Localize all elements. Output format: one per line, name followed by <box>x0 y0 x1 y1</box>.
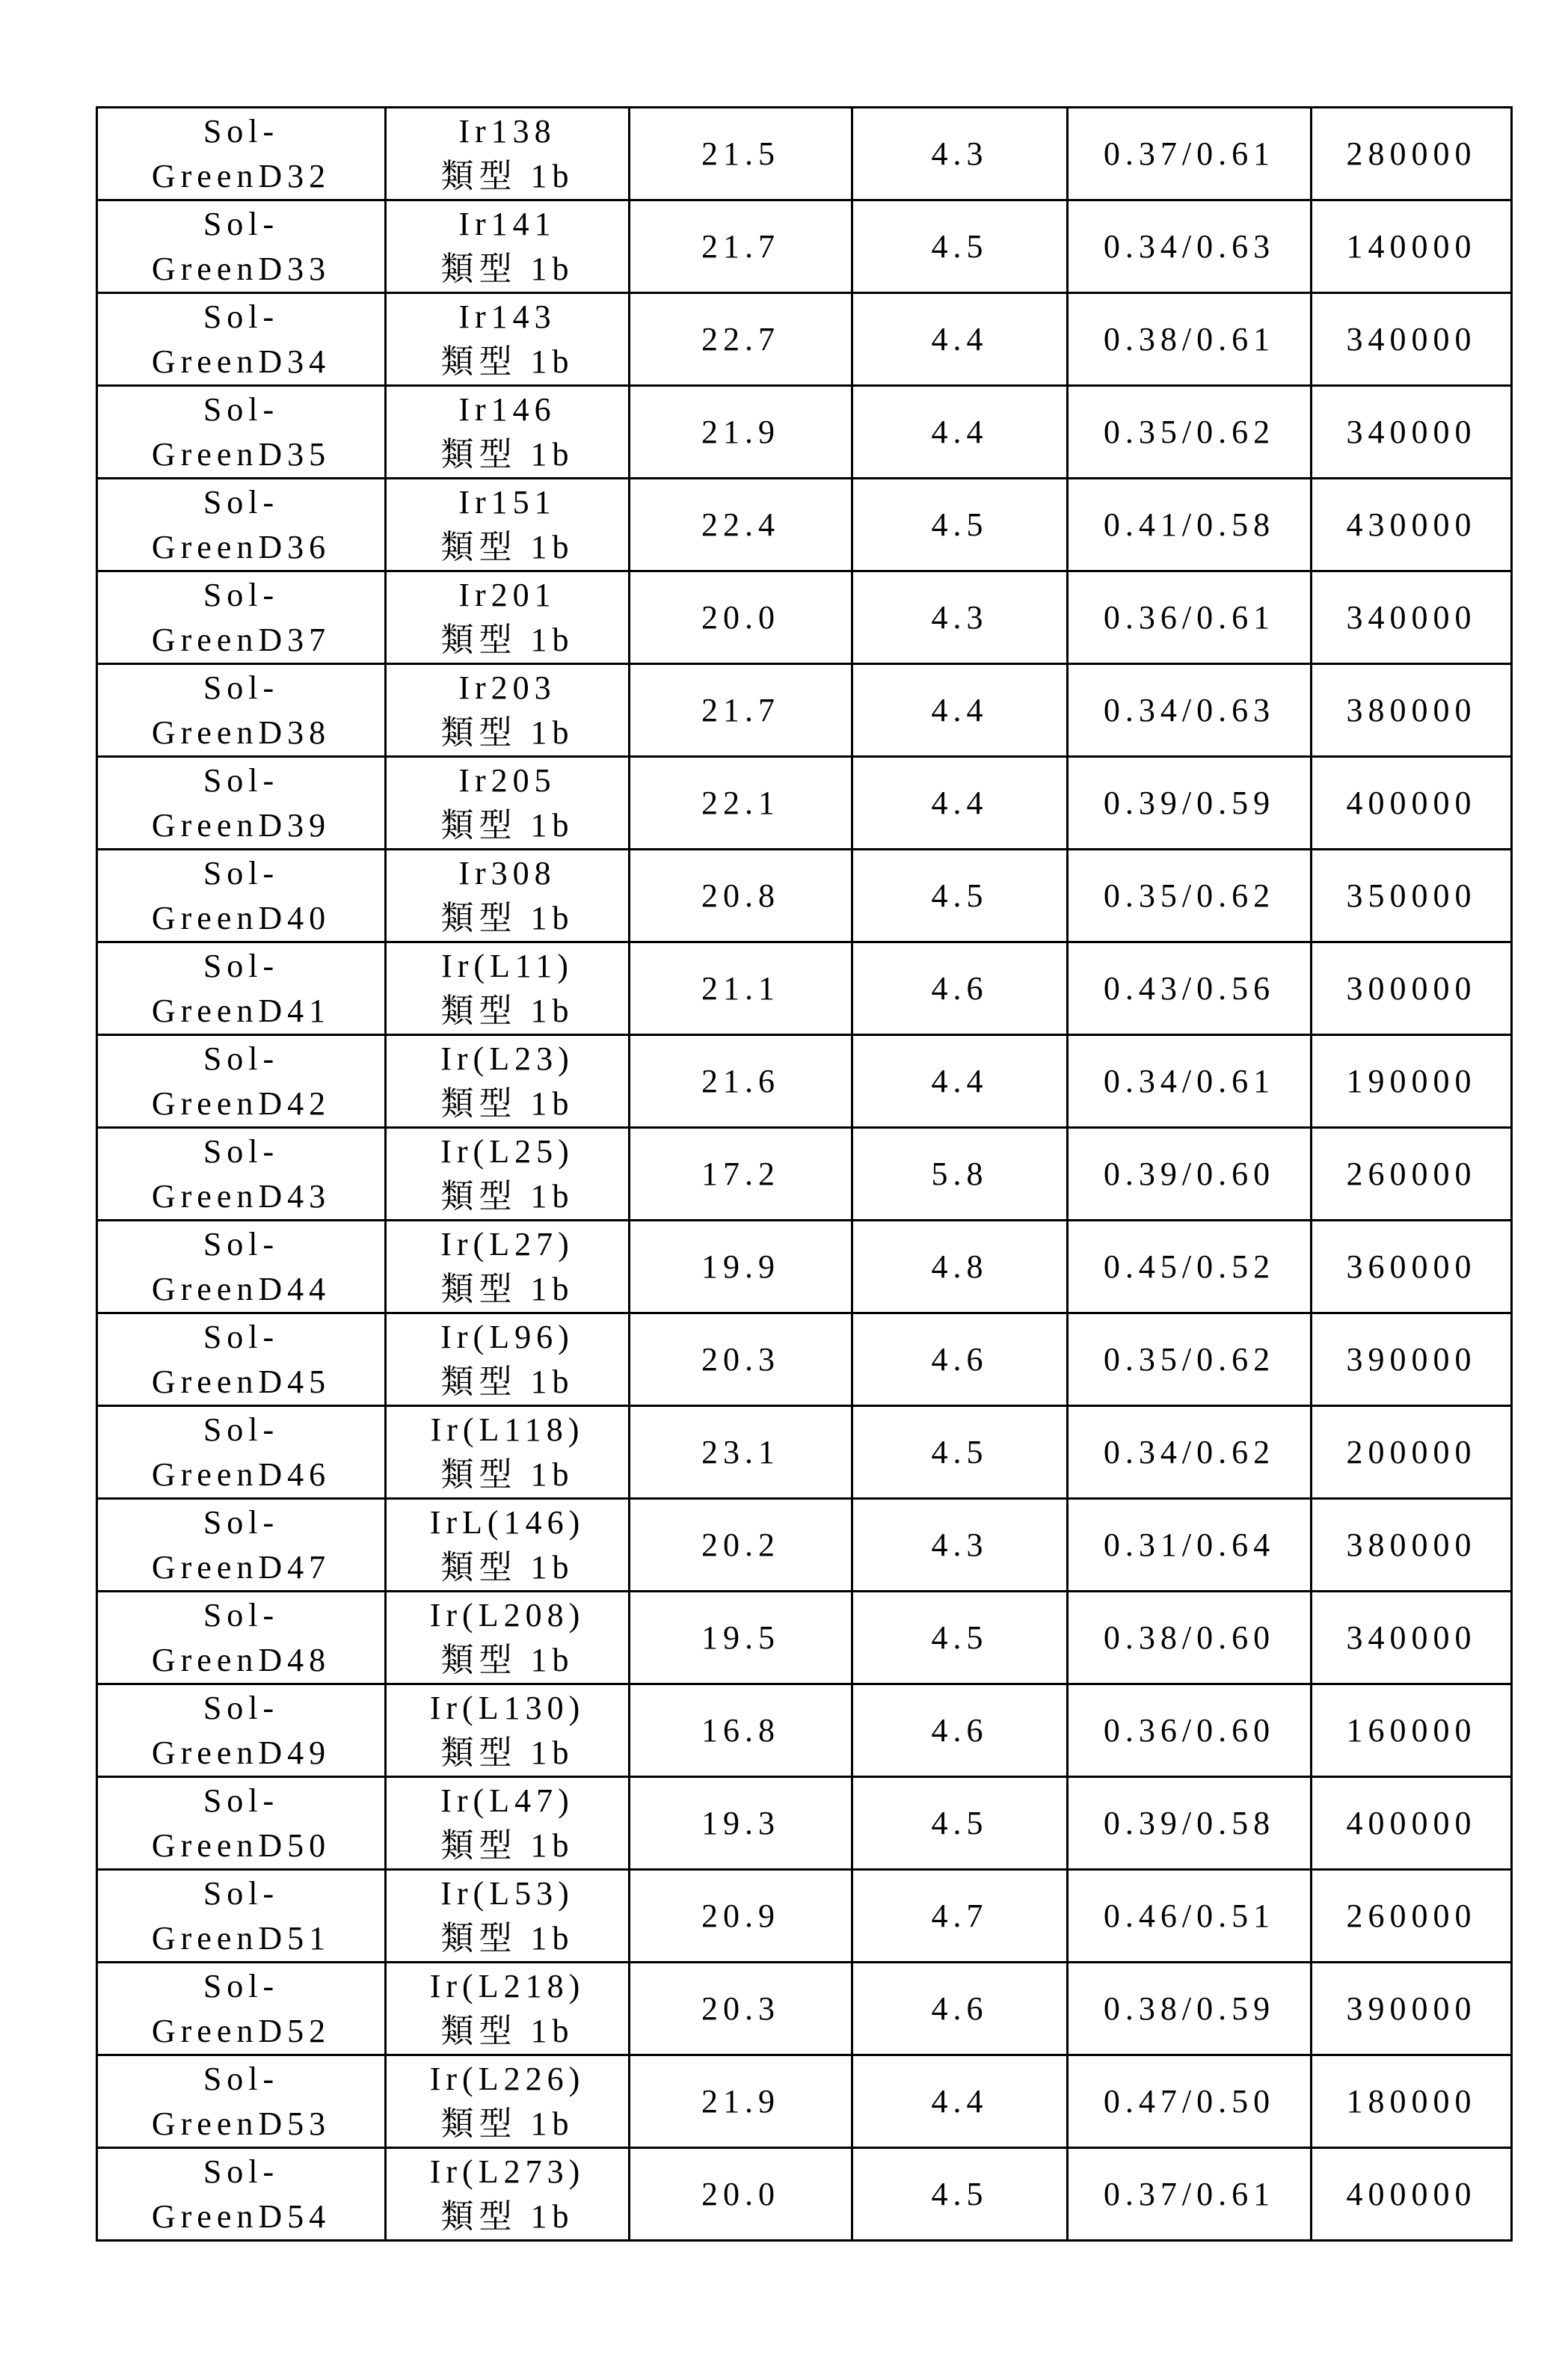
cie-cell: 0.34/0.62 <box>1068 1406 1312 1499</box>
device-cell <box>97 942 386 1035</box>
table-row <box>97 293 1512 386</box>
device-cell-line: GreenD39 <box>98 803 384 848</box>
device-cell-line: GreenD37 <box>98 618 384 663</box>
table-row <box>97 2055 1512 2148</box>
emitter-cell-line: Ir(L27) <box>387 1222 628 1267</box>
table-row <box>97 1777 1512 1870</box>
cie-cell: 0.34/0.63 <box>1068 200 1312 293</box>
emitter-cell-line: Ir(L130) <box>387 1686 628 1731</box>
device-cell-line: Sol- <box>98 1964 384 2009</box>
emitter-cell-line: 類型 1b <box>387 432 628 477</box>
voltage-cell: 4.4 <box>852 757 1068 850</box>
device-cell <box>97 1221 386 1313</box>
cie-cell: 0.34/0.63 <box>1068 664 1312 757</box>
eqe-cell: 19.5 <box>630 1592 852 1684</box>
device-cell-line: GreenD46 <box>98 1452 384 1497</box>
emitter-cell <box>386 664 630 757</box>
emitter-cell <box>386 1870 630 1963</box>
voltage-cell: 4.3 <box>852 1499 1068 1592</box>
device-cell-line: GreenD42 <box>98 1082 384 1126</box>
table-row <box>97 1592 1512 1684</box>
emitter-cell-line: 類型 1b <box>387 989 628 1034</box>
table-row <box>97 1870 1512 1963</box>
eqe-cell: 20.2 <box>630 1499 852 1592</box>
cie-cell: 0.47/0.50 <box>1068 2055 1312 2148</box>
device-cell <box>97 1963 386 2055</box>
eqe-cell: 19.3 <box>630 1777 852 1870</box>
voltage-cell: 4.5 <box>852 1592 1068 1684</box>
table-row <box>97 2148 1512 2241</box>
cie-cell: 0.35/0.62 <box>1068 386 1312 479</box>
device-cell-line: GreenD32 <box>98 154 384 199</box>
eqe-cell: 21.9 <box>630 386 852 479</box>
table-row <box>97 200 1512 293</box>
voltage-cell: 4.5 <box>852 200 1068 293</box>
emitter-cell <box>386 1777 630 1870</box>
device-cell-line: Sol- <box>98 202 384 247</box>
emitter-cell-line: Ir(L11) <box>387 944 628 989</box>
cie-cell: 0.39/0.60 <box>1068 1128 1312 1221</box>
emitter-cell-line: Ir201 <box>387 573 628 618</box>
device-cell <box>97 1406 386 1499</box>
table-row <box>97 850 1512 942</box>
device-cell-line: GreenD48 <box>98 1638 384 1683</box>
cie-cell: 0.31/0.64 <box>1068 1499 1312 1592</box>
voltage-cell: 4.5 <box>852 850 1068 942</box>
emitter-cell <box>386 200 630 293</box>
table-row <box>97 571 1512 664</box>
device-cell <box>97 1777 386 1870</box>
table-row <box>97 942 1512 1035</box>
device-cell-line: GreenD47 <box>98 1545 384 1590</box>
cie-cell: 0.38/0.61 <box>1068 293 1312 386</box>
emitter-cell-line: Ir146 <box>387 387 628 432</box>
voltage-cell: 4.3 <box>852 571 1068 664</box>
device-cell <box>97 386 386 479</box>
device-cell <box>97 1684 386 1777</box>
eqe-cell: 21.5 <box>630 108 852 200</box>
device-cell-line: GreenD40 <box>98 896 384 941</box>
emitter-cell <box>386 2148 630 2241</box>
emitter-cell-line: Ir141 <box>387 202 628 247</box>
emitter-cell-line: Ir151 <box>387 480 628 525</box>
lifetime-cell: 340000 <box>1312 571 1512 664</box>
emitter-cell-line: 類型 1b <box>387 1267 628 1312</box>
emitter-cell <box>386 942 630 1035</box>
device-cell-line: Sol- <box>98 1593 384 1638</box>
device-cell <box>97 1870 386 1963</box>
device-cell-line: Sol- <box>98 1686 384 1731</box>
emitter-cell-line: Ir(L25) <box>387 1129 628 1174</box>
emitter-cell-line: 類型 1b <box>387 1545 628 1590</box>
lifetime-cell: 190000 <box>1312 1035 1512 1128</box>
cie-cell: 0.38/0.59 <box>1068 1963 1312 2055</box>
device-cell-line: Sol- <box>98 944 384 989</box>
device-cell-line: GreenD33 <box>98 247 384 292</box>
lifetime-cell: 390000 <box>1312 1313 1512 1406</box>
device-results-table <box>96 106 1513 2242</box>
voltage-cell: 4.5 <box>852 2148 1068 2241</box>
emitter-cell-line: Ir(L273) <box>387 2150 628 2194</box>
eqe-cell: 20.8 <box>630 850 852 942</box>
voltage-cell: 4.4 <box>852 386 1068 479</box>
device-cell-line: Sol- <box>98 2150 384 2194</box>
eqe-cell: 21.1 <box>630 942 852 1035</box>
voltage-cell: 4.6 <box>852 942 1068 1035</box>
table-row <box>97 1684 1512 1777</box>
device-cell <box>97 1313 386 1406</box>
device-cell-line: Sol- <box>98 1500 384 1545</box>
cie-cell: 0.37/0.61 <box>1068 2148 1312 2241</box>
emitter-cell-line: Ir205 <box>387 758 628 803</box>
emitter-cell-line: 類型 1b <box>387 340 628 384</box>
device-cell-line: GreenD54 <box>98 2194 384 2239</box>
device-cell-line: Sol- <box>98 1871 384 1916</box>
emitter-cell-line: Ir(L96) <box>387 1315 628 1360</box>
device-cell-line: Sol- <box>98 1315 384 1360</box>
cie-cell: 0.39/0.58 <box>1068 1777 1312 1870</box>
emitter-cell-line: IrL(146) <box>387 1500 628 1545</box>
table-row <box>97 1499 1512 1592</box>
emitter-cell-line: 類型 1b <box>387 247 628 292</box>
emitter-cell <box>386 850 630 942</box>
device-cell <box>97 1592 386 1684</box>
emitter-cell-line: Ir(L208) <box>387 1593 628 1638</box>
emitter-cell <box>386 1406 630 1499</box>
device-cell-line: Sol- <box>98 1129 384 1174</box>
lifetime-cell: 200000 <box>1312 1406 1512 1499</box>
emitter-cell <box>386 386 630 479</box>
device-cell-line: GreenD45 <box>98 1360 384 1405</box>
emitter-cell-line: 類型 1b <box>387 618 628 663</box>
emitter-cell-line: 類型 1b <box>387 525 628 570</box>
device-cell-line: Sol- <box>98 573 384 618</box>
cie-cell: 0.43/0.56 <box>1068 942 1312 1035</box>
device-cell-line: GreenD34 <box>98 340 384 384</box>
lifetime-cell: 260000 <box>1312 1870 1512 1963</box>
voltage-cell: 4.6 <box>852 1963 1068 2055</box>
voltage-cell: 5.8 <box>852 1128 1068 1221</box>
eqe-cell: 20.0 <box>630 2148 852 2241</box>
device-cell-line: Sol- <box>98 666 384 711</box>
device-cell-line: GreenD50 <box>98 1823 384 1868</box>
eqe-cell: 21.7 <box>630 200 852 293</box>
emitter-cell-line: Ir308 <box>387 851 628 896</box>
lifetime-cell: 180000 <box>1312 2055 1512 2148</box>
device-cell-line: Sol- <box>98 2057 384 2102</box>
device-cell <box>97 571 386 664</box>
emitter-cell-line: Ir(L53) <box>387 1871 628 1916</box>
eqe-cell: 20.3 <box>630 1313 852 1406</box>
voltage-cell: 4.5 <box>852 1406 1068 1499</box>
eqe-cell: 19.9 <box>630 1221 852 1313</box>
voltage-cell: 4.5 <box>852 1777 1068 1870</box>
device-cell-line: GreenD41 <box>98 989 384 1034</box>
cie-cell: 0.39/0.59 <box>1068 757 1312 850</box>
device-cell-line: GreenD38 <box>98 711 384 755</box>
lifetime-cell: 140000 <box>1312 200 1512 293</box>
device-cell <box>97 293 386 386</box>
device-cell <box>97 200 386 293</box>
emitter-cell-line: 類型 1b <box>387 154 628 199</box>
lifetime-cell: 280000 <box>1312 108 1512 200</box>
lifetime-cell: 340000 <box>1312 1592 1512 1684</box>
emitter-cell <box>386 479 630 571</box>
cie-cell: 0.34/0.61 <box>1068 1035 1312 1128</box>
device-cell <box>97 2148 386 2241</box>
cie-cell: 0.37/0.61 <box>1068 108 1312 200</box>
device-cell-line: GreenD35 <box>98 432 384 477</box>
eqe-cell: 20.3 <box>630 1963 852 2055</box>
voltage-cell: 4.4 <box>852 1035 1068 1128</box>
emitter-cell-line: 類型 1b <box>387 1731 628 1776</box>
emitter-cell <box>386 1128 630 1221</box>
lifetime-cell: 340000 <box>1312 293 1512 386</box>
emitter-cell <box>386 757 630 850</box>
emitter-cell <box>386 108 630 200</box>
table-body <box>97 108 1512 2241</box>
voltage-cell: 4.8 <box>852 1221 1068 1313</box>
emitter-cell <box>386 1592 630 1684</box>
device-cell-line: GreenD49 <box>98 1731 384 1776</box>
lifetime-cell: 300000 <box>1312 942 1512 1035</box>
lifetime-cell: 400000 <box>1312 1777 1512 1870</box>
device-cell <box>97 1035 386 1128</box>
device-cell-line: Sol- <box>98 295 384 340</box>
device-cell <box>97 1499 386 1592</box>
emitter-cell <box>386 1963 630 2055</box>
lifetime-cell: 160000 <box>1312 1684 1512 1777</box>
device-cell-line: Sol- <box>98 758 384 803</box>
emitter-cell-line: Ir(L47) <box>387 1779 628 1823</box>
device-cell-line: Sol- <box>98 1037 384 1082</box>
lifetime-cell: 430000 <box>1312 479 1512 571</box>
voltage-cell: 4.4 <box>852 2055 1068 2148</box>
device-cell <box>97 108 386 200</box>
lifetime-cell: 400000 <box>1312 757 1512 850</box>
table-row <box>97 1313 1512 1406</box>
table-row <box>97 1035 1512 1128</box>
table-row <box>97 757 1512 850</box>
device-cell-line: GreenD51 <box>98 1916 384 1961</box>
emitter-cell <box>386 2055 630 2148</box>
table-row <box>97 1963 1512 2055</box>
device-cell <box>97 850 386 942</box>
emitter-cell-line: Ir203 <box>387 666 628 711</box>
voltage-cell: 4.6 <box>852 1313 1068 1406</box>
device-cell-line: GreenD36 <box>98 525 384 570</box>
cie-cell: 0.38/0.60 <box>1068 1592 1312 1684</box>
emitter-cell-line: 類型 1b <box>387 803 628 848</box>
device-cell <box>97 1128 386 1221</box>
emitter-cell <box>386 1035 630 1128</box>
device-cell-line: GreenD52 <box>98 2009 384 2054</box>
device-cell-line: Sol- <box>98 480 384 525</box>
voltage-cell: 4.4 <box>852 293 1068 386</box>
table-row <box>97 386 1512 479</box>
device-cell <box>97 664 386 757</box>
device-cell-line: Sol- <box>98 1408 384 1452</box>
emitter-cell-line: 類型 1b <box>387 1638 628 1683</box>
emitter-cell-line: 類型 1b <box>387 1916 628 1961</box>
emitter-cell-line: 類型 1b <box>387 1082 628 1126</box>
device-cell-line: Sol- <box>98 1222 384 1267</box>
eqe-cell: 21.7 <box>630 664 852 757</box>
emitter-cell-line: 類型 1b <box>387 2102 628 2147</box>
cie-cell: 0.46/0.51 <box>1068 1870 1312 1963</box>
cie-cell: 0.36/0.60 <box>1068 1684 1312 1777</box>
table-row <box>97 664 1512 757</box>
device-cell <box>97 757 386 850</box>
emitter-cell-line: Ir(L23) <box>387 1037 628 1082</box>
lifetime-cell: 350000 <box>1312 850 1512 942</box>
cie-cell: 0.36/0.61 <box>1068 571 1312 664</box>
emitter-cell <box>386 1684 630 1777</box>
cie-cell: 0.35/0.62 <box>1068 850 1312 942</box>
table-row <box>97 479 1512 571</box>
device-cell <box>97 479 386 571</box>
lifetime-cell: 360000 <box>1312 1221 1512 1313</box>
lifetime-cell: 390000 <box>1312 1963 1512 2055</box>
device-cell-line: Sol- <box>98 387 384 432</box>
emitter-cell-line: 類型 1b <box>387 2009 628 2054</box>
emitter-cell-line: 類型 1b <box>387 711 628 755</box>
voltage-cell: 4.7 <box>852 1870 1068 1963</box>
lifetime-cell: 340000 <box>1312 386 1512 479</box>
eqe-cell: 21.6 <box>630 1035 852 1128</box>
eqe-cell: 21.9 <box>630 2055 852 2148</box>
cie-cell: 0.45/0.52 <box>1068 1221 1312 1313</box>
table-row <box>97 108 1512 200</box>
emitter-cell <box>386 571 630 664</box>
lifetime-cell: 380000 <box>1312 1499 1512 1592</box>
eqe-cell: 20.9 <box>630 1870 852 1963</box>
table-row <box>97 1406 1512 1499</box>
cie-cell: 0.41/0.58 <box>1068 479 1312 571</box>
eqe-cell: 22.4 <box>630 479 852 571</box>
voltage-cell: 4.3 <box>852 108 1068 200</box>
lifetime-cell: 400000 <box>1312 2148 1512 2241</box>
emitter-cell <box>386 293 630 386</box>
eqe-cell: 22.1 <box>630 757 852 850</box>
lifetime-cell: 260000 <box>1312 1128 1512 1221</box>
device-cell <box>97 2055 386 2148</box>
eqe-cell: 22.7 <box>630 293 852 386</box>
device-cell-line: GreenD43 <box>98 1174 384 1219</box>
emitter-cell-line: 類型 1b <box>387 1452 628 1497</box>
emitter-cell-line: 類型 1b <box>387 1174 628 1219</box>
device-cell-line: GreenD44 <box>98 1267 384 1312</box>
emitter-cell-line: 類型 1b <box>387 1823 628 1868</box>
emitter-cell-line: Ir138 <box>387 109 628 154</box>
eqe-cell: 20.0 <box>630 571 852 664</box>
emitter-cell-line: Ir(L118) <box>387 1408 628 1452</box>
device-cell-line: Sol- <box>98 1779 384 1823</box>
emitter-cell-line: Ir143 <box>387 295 628 340</box>
emitter-cell-line: 類型 1b <box>387 896 628 941</box>
eqe-cell: 23.1 <box>630 1406 852 1499</box>
device-cell-line: Sol- <box>98 109 384 154</box>
device-cell-line: Sol- <box>98 851 384 896</box>
device-cell-line: GreenD53 <box>98 2102 384 2147</box>
emitter-cell <box>386 1499 630 1592</box>
cie-cell: 0.35/0.62 <box>1068 1313 1312 1406</box>
emitter-cell-line: Ir(L226) <box>387 2057 628 2102</box>
table-row <box>97 1128 1512 1221</box>
emitter-cell-line: 類型 1b <box>387 2194 628 2239</box>
voltage-cell: 4.5 <box>852 479 1068 571</box>
emitter-cell <box>386 1313 630 1406</box>
eqe-cell: 16.8 <box>630 1684 852 1777</box>
voltage-cell: 4.6 <box>852 1684 1068 1777</box>
voltage-cell: 4.4 <box>852 664 1068 757</box>
lifetime-cell: 380000 <box>1312 664 1512 757</box>
emitter-cell-line: Ir(L218) <box>387 1964 628 2009</box>
table-row <box>97 1221 1512 1313</box>
eqe-cell: 17.2 <box>630 1128 852 1221</box>
emitter-cell-line: 類型 1b <box>387 1360 628 1405</box>
emitter-cell <box>386 1221 630 1313</box>
